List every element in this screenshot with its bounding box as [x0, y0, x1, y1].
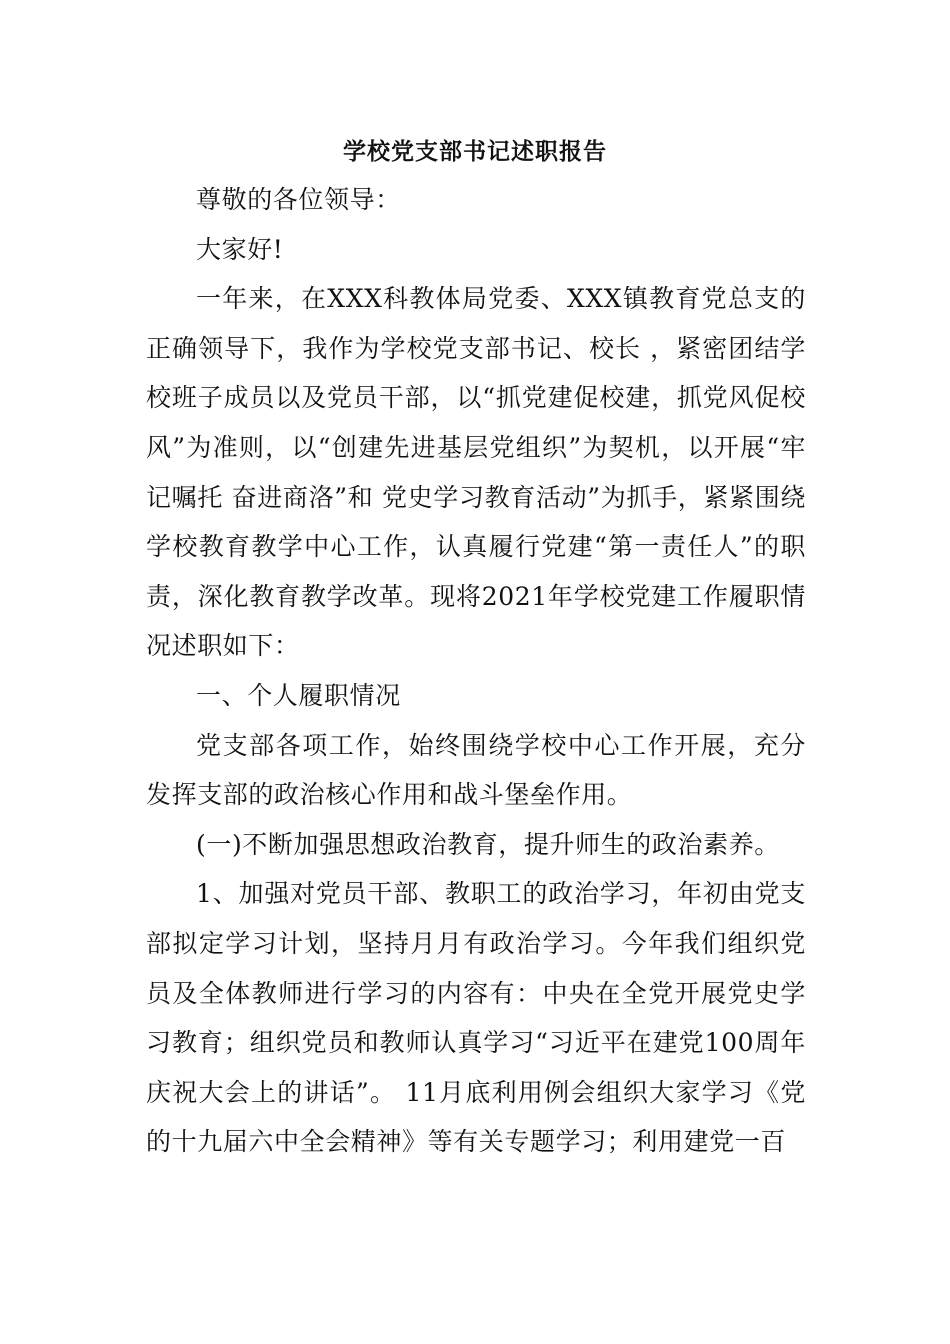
greeting: 大家好! [196, 234, 284, 264]
document-title: 学校党支部书记述职报告 [343, 138, 607, 165]
item-paragraph: 1、加强对党员干部、教职工的政治学习，年初由党支部拟定学习计划，坚持月月有政治学习。今年我们组织党员及全体教师进行学习的内容有：中央在全党开展党史学习教育；组织党员和教师认真学习“习近平在建党100周年庆祝大会上的讲话”。 11月底利用例会组织大家学习《党的十九届六中全会精神》等有关专题学习；利用建党一百 [146, 879, 806, 1157]
subsection-heading: (一)不断加强思想政治教育，提升师生的政治素养。 [196, 829, 780, 859]
intro-paragraph: 一年来，在XXX科教体局党委、XXX镇教育党总支的正确领导下，我作为学校党支部书记、校长 ，紧密团结学校班子成员以及党员干部，以“抓党建促校建，抓党风促校风”为准则，以“创建先进基层党组织”为契机，以开展“牢记嘱托 奋进商洛”和 党史学习教育活动”为抓手，紧紧围绕学校教育教学中心工作，认真履行党建“第一责任人”的职责，深化教育教学改革。现将2021年学校党建工作履职情况述职如下： [146, 284, 806, 661]
document-body [146, 175, 806, 1167]
section-paragraph: 党支部各项工作，始终围绕学校中心工作开展，充分发挥支部的政治核心作用和战斗堡垒作用。 [146, 730, 806, 810]
salutation: 尊敬的各位领导： [196, 185, 401, 214]
section-heading: 一、个人履职情况 [196, 680, 401, 710]
